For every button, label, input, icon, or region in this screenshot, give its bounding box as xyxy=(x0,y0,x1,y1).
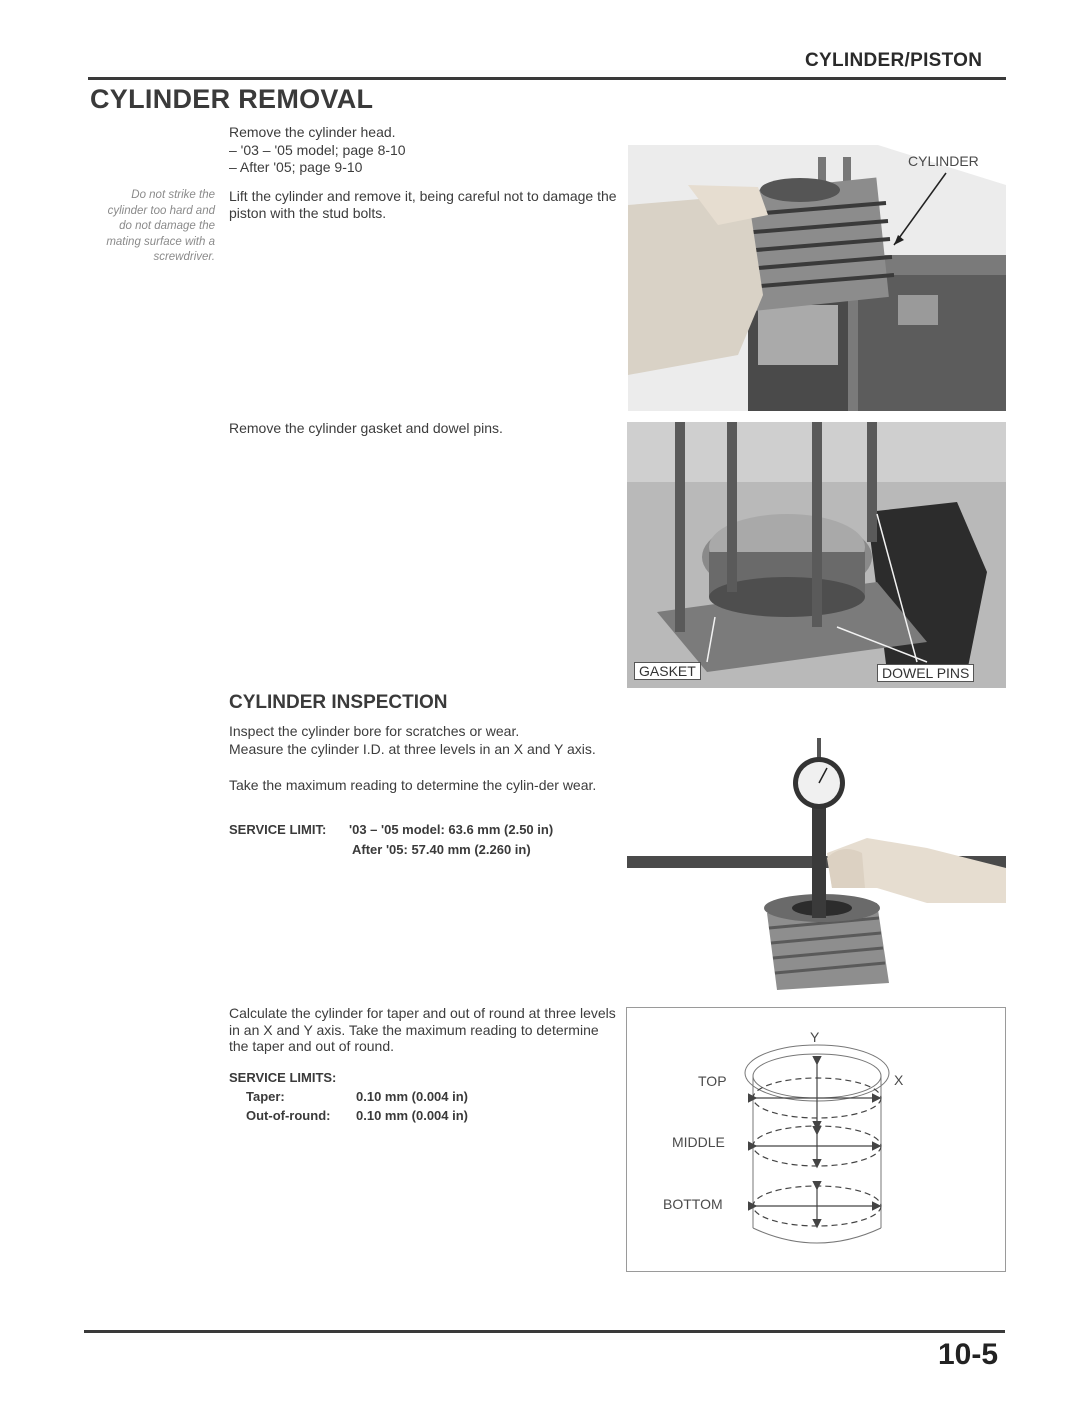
removal-step-1a: – '03 – '05 model; page 8-10 xyxy=(229,142,406,158)
gasket-photo-illustration xyxy=(627,422,1006,688)
inspection-text-3: Take the maximum reading to determine the cylin-der wear. xyxy=(229,777,597,793)
bore-gauge-illustration xyxy=(627,738,1006,993)
service-limit-value-2: After '05: 57.40 mm (2.260 in) xyxy=(352,842,531,857)
page-number: 10-5 xyxy=(938,1338,999,1371)
cylinder-label: CYLINDER xyxy=(908,153,979,169)
middle-level-label: MIDDLE xyxy=(672,1134,725,1150)
service-limit-label: SERVICE LIMIT: xyxy=(229,822,327,837)
service-limits-label: SERVICE LIMITS: xyxy=(229,1070,337,1085)
out-of-round-label: Out-of-round: xyxy=(246,1108,331,1123)
gasket-label: GASKET xyxy=(634,662,701,680)
section-header: CYLINDER/PISTON xyxy=(805,50,983,71)
x-axis-label: X xyxy=(894,1072,904,1088)
inspection-text-2: Measure the cylinder I.D. at three levels in an X and Y axis. xyxy=(229,741,596,757)
inspection-title: CYLINDER INSPECTION xyxy=(229,692,448,713)
service-limit-value-1: '03 – '05 model: 63.6 mm (2.50 in) xyxy=(349,822,554,837)
taper-value: 0.10 mm (0.004 in) xyxy=(356,1089,468,1104)
bottom-level-label: BOTTOM xyxy=(663,1196,723,1212)
cylinder-removal-photo xyxy=(628,145,1006,411)
out-of-round-value: 0.10 mm (0.004 in) xyxy=(356,1108,468,1123)
gasket-dowel-photo xyxy=(627,422,1006,688)
dowel-pins-label: DOWEL PINS xyxy=(877,664,974,682)
removal-step-2: Lift the cylinder and remove it, being careful not to damage the piston with the stud bolts. xyxy=(229,188,617,221)
header-rule xyxy=(88,77,1006,80)
taper-label: Taper: xyxy=(246,1089,285,1104)
side-note: Do not strike the cylinder too hard and do not damage the mating surface with a screwdriver. xyxy=(106,189,215,263)
inspection-text-1: Inspect the cylinder bore for scratches or wear. xyxy=(229,723,520,739)
removal-step-1b: – After '05; page 9-10 xyxy=(229,159,363,175)
removal-step-3: Remove the cylinder gasket and dowel pins. xyxy=(229,420,503,436)
removal-step-1: Remove the cylinder head. xyxy=(229,124,396,140)
cylinder-photo-illustration xyxy=(628,145,1006,411)
footer-rule xyxy=(84,1330,1005,1333)
y-axis-label: Y xyxy=(810,1029,820,1045)
bore-gauge-photo xyxy=(627,738,1006,993)
inspection-text-4: Calculate the cylinder for taper and out of round at three levels in an X and Y axis. Take the maximum reading to determine the taper and out of round. xyxy=(229,1005,616,1054)
top-level-label: TOP xyxy=(698,1073,727,1089)
page-title: CYLINDER REMOVAL xyxy=(90,84,374,114)
